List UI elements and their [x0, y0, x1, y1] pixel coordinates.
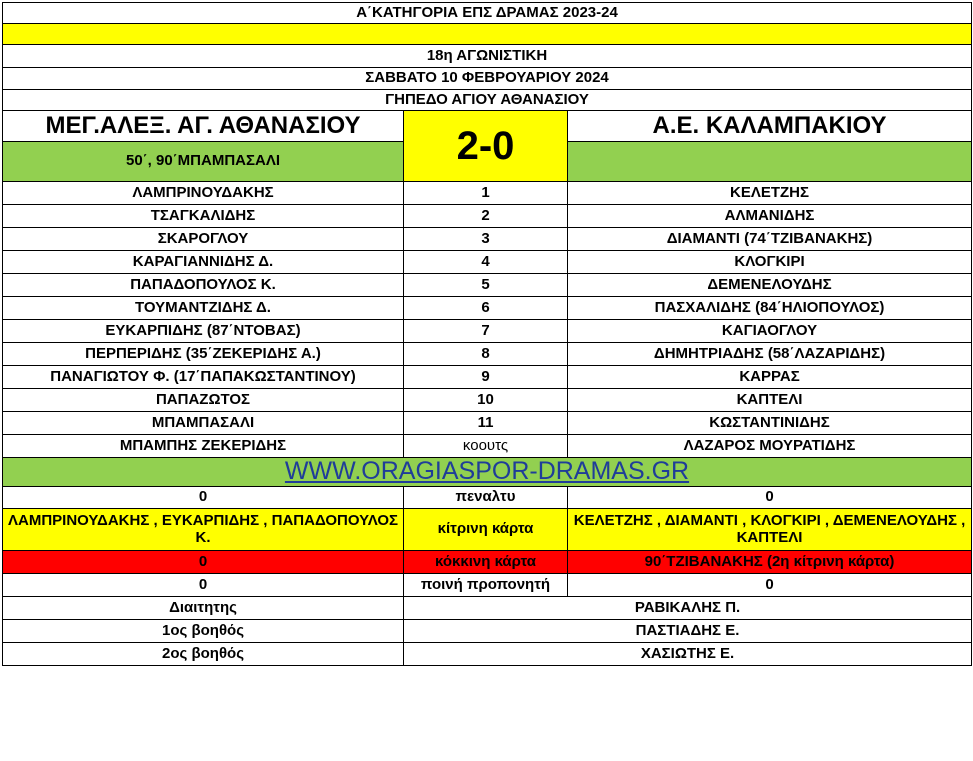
assistant1-name: ΠΑΣΤΙΑΔΗΣ Ε.	[404, 620, 972, 643]
match-date: ΣΑΒΒΑΤΟ 10 ΦΕΒΡΟΥΑΡΙΟΥ 2024	[3, 68, 972, 90]
coach-penalty-label: ποινή προπονητή	[404, 574, 568, 597]
away-player: ΚΕΛΕΤΖΗΣ	[568, 182, 972, 205]
away-coach: ΛΑΖΑΡΟΣ ΜΟΥΡΑΤΙΔΗΣ	[568, 435, 972, 458]
website-link[interactable]: WWW.ORAGIASPOR-DRAMAS.GR	[3, 458, 972, 487]
away-yellow-cards: ΚΕΛΕΤΖΗΣ , ΔΙΑΜΑΝΤΙ , ΚΛΟΓΚΙΡΙ , ΔΕΜΕΝΕΛΟΥΔΗΣ , ΚΑΠΤΕΛΙ	[568, 509, 972, 551]
shirt-number: 1	[404, 182, 568, 205]
home-red-cards: 0	[3, 551, 404, 574]
home-player: ΤΟΥΜΑΝΤΖΙΔΗΣ Δ.	[3, 297, 404, 320]
away-player: ΚΛΟΓΚΙΡΙ	[568, 251, 972, 274]
yellow-divider	[3, 24, 972, 45]
away-coach-penalty: 0	[568, 574, 972, 597]
away-player: ΚΩΣΤΑΝΤΙΝΙΔΗΣ	[568, 412, 972, 435]
away-player: ΚΑΡΡΑΣ	[568, 366, 972, 389]
shirt-number: 3	[404, 228, 568, 251]
shirt-number: 8	[404, 343, 568, 366]
away-team-name: Α.Ε. ΚΑΛΑΜΠΑΚΙΟΥ	[568, 111, 972, 142]
shirt-number: 9	[404, 366, 568, 389]
away-player: ΔΙΑΜΑΝΤΙ (74΄ΤΖΙΒΑΝΑΚΗΣ)	[568, 228, 972, 251]
home-player: ΤΣΑΓΚΑΛΙΔΗΣ	[3, 205, 404, 228]
home-penalties: 0	[3, 487, 404, 509]
assistant1-role: 1ος βοηθός	[3, 620, 404, 643]
home-player: ΠΑΝΑΓΙΩΤΟΥ Φ. (17΄ΠΑΠΑΚΩΣΤΑΝΤΙΝΟΥ)	[3, 366, 404, 389]
home-player: ΚΑΡΑΓΙΑΝΝΙΔΗΣ Δ.	[3, 251, 404, 274]
home-yellow-cards: ΛΑΜΠΡΙΝΟΥΔΑΚΗΣ , ΕΥΚΑΡΠΙΔΗΣ , ΠΑΠΑΔΟΠΟΥΛΟΣ Κ.	[3, 509, 404, 551]
home-player: ΜΠΑΜΠΑΣΑΛΙ	[3, 412, 404, 435]
away-player: ΚΑΓΙΑΟΓΛΟΥ	[568, 320, 972, 343]
yellow-card-label: κίτρινη κάρτα	[404, 509, 568, 551]
home-player: ΠΕΡΠΕΡΙΔΗΣ (35΄ΖΕΚΕΡΙΔΗΣ Α.)	[3, 343, 404, 366]
match-report-table	[2, 2, 972, 666]
assistant2-role: 2ος βοηθός	[3, 643, 404, 666]
away-scorers	[568, 142, 972, 182]
final-score: 2-0	[404, 111, 568, 182]
league-title: Α΄ΚΑΤΗΓΟΡΙΑ ΕΠΣ ΔΡΑΜΑΣ 2023-24	[3, 3, 972, 24]
away-player: ΔΕΜΕΝΕΛΟΥΔΗΣ	[568, 274, 972, 297]
home-scorers: 50΄, 90΄ΜΠΑΜΠΑΣΑΛΙ	[3, 142, 404, 182]
venue: ΓΗΠΕΔΟ ΑΓΙΟΥ ΑΘΑΝΑΣΙΟΥ	[3, 90, 972, 111]
shirt-number: 5	[404, 274, 568, 297]
shirt-number: 4	[404, 251, 568, 274]
home-coach: ΜΠΑΜΠΗΣ ΖΕΚΕΡΙΔΗΣ	[3, 435, 404, 458]
shirt-number: 10	[404, 389, 568, 412]
home-team-name: ΜΕΓ.ΑΛΕΞ. ΑΓ. ΑΘΑΝΑΣΙΟΥ	[3, 111, 404, 142]
away-player: ΚΑΠΤΕΛΙ	[568, 389, 972, 412]
away-player: ΠΑΣΧΑΛΙΔΗΣ (84΄ΗΛΙΟΠΟΥΛΟΣ)	[568, 297, 972, 320]
away-player: ΑΛΜΑΝΙΔΗΣ	[568, 205, 972, 228]
home-player: ΕΥΚΑΡΠΙΔΗΣ (87΄ΝΤΟΒΑΣ)	[3, 320, 404, 343]
home-coach-penalty: 0	[3, 574, 404, 597]
shirt-number: 6	[404, 297, 568, 320]
home-player: ΛΑΜΠΡΙΝΟΥΔΑΚΗΣ	[3, 182, 404, 205]
home-player: ΠΑΠΑΖΩΤΟΣ	[3, 389, 404, 412]
assistant2-name: ΧΑΣΙΩΤΗΣ Ε.	[404, 643, 972, 666]
shirt-number: 11	[404, 412, 568, 435]
coach-label: κοουτς	[404, 435, 568, 458]
referee-name: ΡΑΒΙΚΑΛΗΣ Π.	[404, 597, 972, 620]
home-player: ΣΚΑΡΟΓΛΟΥ	[3, 228, 404, 251]
round-label: 18η ΑΓΩΝΙΣΤΙΚΗ	[3, 45, 972, 68]
away-penalties: 0	[568, 487, 972, 509]
away-red-cards: 90΄ΤΖΙΒΑΝΑΚΗΣ (2η κίτρινη κάρτα)	[568, 551, 972, 574]
home-player: ΠΑΠΑΔΟΠΟΥΛΟΣ Κ.	[3, 274, 404, 297]
shirt-number: 7	[404, 320, 568, 343]
penalty-label: πεναλτυ	[404, 487, 568, 509]
red-card-label: κόκκινη κάρτα	[404, 551, 568, 574]
shirt-number: 2	[404, 205, 568, 228]
referee-role: Διαιτητης	[3, 597, 404, 620]
away-player: ΔΗΜΗΤΡΙΑΔΗΣ (58΄ΛΑΖΑΡΙΔΗΣ)	[568, 343, 972, 366]
